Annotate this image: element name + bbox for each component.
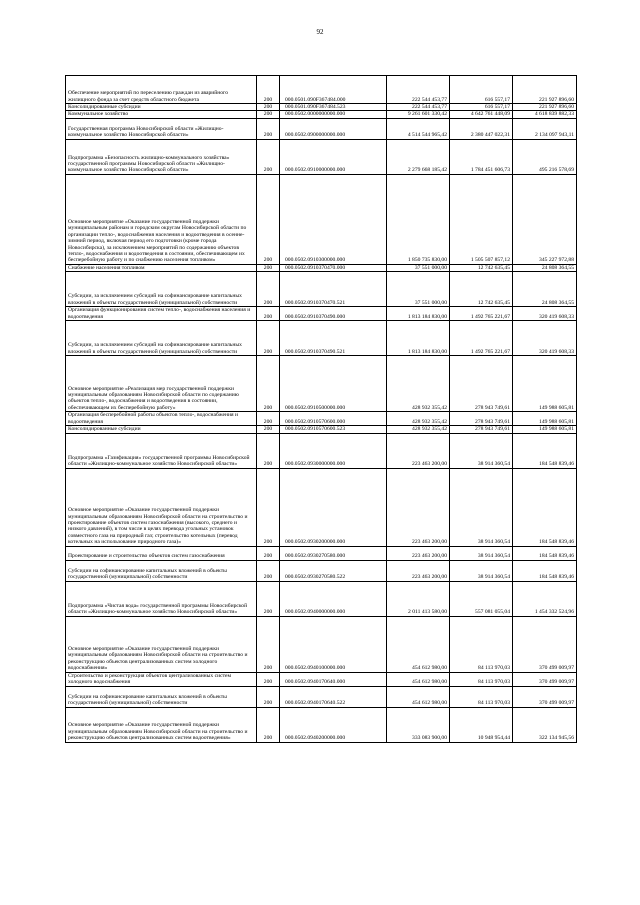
row-executed-amount: 84 113 970,03	[450, 686, 513, 707]
row-name: Основное мероприятие «Оказание государственной поддержки муниципальным образованиям Новосибирской области на строительство и реконструкцию объектов централизованных систем водоотведения»	[66, 707, 257, 742]
row-classification-code: 000.0502.0910370490.521	[280, 321, 387, 356]
row-executed-amount: 84 113 970,03	[450, 616, 513, 672]
row-section-code: 200	[257, 546, 280, 560]
row-remaining-amount: 322 134 945,56	[513, 707, 577, 742]
row-classification-code: 000.0502.0930200000.000	[280, 468, 387, 546]
row-classification-code: 000.0502.0930000000.000	[280, 433, 387, 468]
row-section-code: 200	[257, 76, 280, 104]
row-remaining-amount: 221 927 896,60	[513, 104, 577, 111]
row-classification-code: 000.0501.090F367484.523	[280, 104, 387, 111]
row-approved-amount: 428 932 355,42	[387, 412, 450, 426]
row-approved-amount: 454 612 980,00	[387, 672, 450, 686]
row-name: Основное мероприятие «Оказание государственной поддержки муниципальным образованиям Новосибирской области на строительство и реконструкцию объектов централизованных систем холодного водоснабжения»	[66, 616, 257, 672]
row-section-code: 200	[257, 672, 280, 686]
row-classification-code: 000.0502.0900000000.000	[280, 118, 387, 139]
row-name: Субсидии на софинансирование капитальных вложений в объекты государственной (муниципальной) собственности	[66, 686, 257, 707]
table-row	[66, 272, 577, 307]
row-executed-amount: 38 914 360,54	[450, 546, 513, 560]
row-remaining-amount: 149 988 605,81	[513, 426, 577, 433]
row-approved-amount: 2 011 413 580,00	[387, 581, 450, 616]
row-classification-code: 000.0502.0940170640.522	[280, 686, 387, 707]
page-number: 92	[316, 28, 324, 36]
table-row	[66, 104, 577, 111]
table-row	[66, 546, 577, 560]
row-section-code: 200	[257, 174, 280, 264]
row-name: Основное мероприятие «Оказание государственной поддержки муниципальным образованиям Новосибирской области на строительство и проектирование объектов систем газоснабжения (высокого, среднего и низкого давлений), в том числе в целях перевода угольных установок совместного газа на природный газ; строительство котельных (перевод котельных на использование природного газа)»	[66, 468, 257, 546]
row-approved-amount: 1 813 184 830,00	[387, 321, 450, 356]
row-remaining-amount: 370 499 009,97	[513, 672, 577, 686]
row-remaining-amount: 345 227 972,88	[513, 174, 577, 264]
table-row	[66, 707, 577, 742]
row-approved-amount: 37 551 000,00	[387, 272, 450, 307]
row-classification-code: 000.0502.0940170640.000	[280, 672, 387, 686]
row-approved-amount: 428 932 355,42	[387, 426, 450, 433]
row-section-code: 200	[257, 272, 280, 307]
row-remaining-amount: 370 499 009,97	[513, 686, 577, 707]
row-classification-code: 000.0502.0910370470.521	[280, 272, 387, 307]
row-approved-amount: 223 463 200,00	[387, 560, 450, 581]
row-classification-code: 000.0502.0930270580.000	[280, 546, 387, 560]
row-approved-amount: 2 279 668 185,42	[387, 139, 450, 174]
row-executed-amount: 38 914 360,54	[450, 560, 513, 581]
row-remaining-amount: 149 988 605,81	[513, 356, 577, 412]
table-row	[66, 412, 577, 426]
row-section-code: 200	[257, 412, 280, 426]
row-name: Организация бесперебойной работы объектов тепло-, водоснабжения и водоотведения	[66, 412, 257, 426]
row-section-code: 200	[257, 104, 280, 111]
row-executed-amount: 1 784 451 606,73	[450, 139, 513, 174]
row-name: Основное мероприятие «Реализация мер государственной поддержки муниципальным образованиям Новосибирской области по содержанию объектов тепло-, водоснабжения и водоотведения в состоянии, обеспечивающем их бесперебойную работу»	[66, 356, 257, 412]
row-remaining-amount: 320 419 608,33	[513, 321, 577, 356]
row-section-code: 200	[257, 581, 280, 616]
row-approved-amount: 4 514 544 965,42	[387, 118, 450, 139]
row-remaining-amount: 184 548 839,46	[513, 546, 577, 560]
row-executed-amount: 616 557,17	[450, 104, 513, 111]
row-section-code: 200	[257, 321, 280, 356]
row-name: Обеспечение мероприятий по переселению граждан из аварийного жилищного фонда за счет средств областного бюджета	[66, 76, 257, 104]
table-row	[66, 468, 577, 546]
row-executed-amount: 278 943 749,61	[450, 412, 513, 426]
table-row	[66, 264, 577, 271]
row-approved-amount: 333 083 900,00	[387, 707, 450, 742]
row-remaining-amount: 184 548 839,46	[513, 433, 577, 468]
row-section-code: 200	[257, 111, 280, 118]
table-row	[66, 686, 577, 707]
row-remaining-amount: 1 454 332 524,96	[513, 581, 577, 616]
row-section-code: 200	[257, 307, 280, 321]
row-executed-amount: 278 943 749,61	[450, 356, 513, 412]
row-remaining-amount: 221 927 896,60	[513, 76, 577, 104]
row-approved-amount: 454 612 980,00	[387, 686, 450, 707]
row-approved-amount: 1 813 184 830,00	[387, 307, 450, 321]
row-classification-code: 000.0502.0910370490.000	[280, 307, 387, 321]
row-executed-amount: 4 642 761 448,09	[450, 111, 513, 118]
row-classification-code: 000.0502.0940200000.000	[280, 707, 387, 742]
row-approved-amount: 1 850 735 830,00	[387, 174, 450, 264]
budget-execution-table	[65, 75, 577, 743]
row-section-code: 200	[257, 707, 280, 742]
row-name: Строительство и реконструкция объектов централизованных систем холодного водоснабжения	[66, 672, 257, 686]
row-remaining-amount: 184 548 839,46	[513, 560, 577, 581]
row-section-code: 200	[257, 616, 280, 672]
row-name: Проектирование и строительство объектов систем газоснабжения	[66, 546, 257, 560]
row-remaining-amount: 4 618 839 882,33	[513, 111, 577, 118]
row-remaining-amount: 2 134 097 943,11	[513, 118, 577, 139]
row-executed-amount: 12 742 635,45	[450, 272, 513, 307]
row-name: Снабжение населения топливом	[66, 264, 257, 271]
row-name: Подпрограмма «Чистая вода» государственной программы Новосибирской области «Жилищно-коммунальное хозяйство Новосибирской области»	[66, 581, 257, 616]
row-section-code: 200	[257, 264, 280, 271]
row-name: Коммунальное хозяйство	[66, 111, 257, 118]
table-row	[66, 616, 577, 672]
table-row	[66, 356, 577, 412]
table-row	[66, 426, 577, 433]
row-section-code: 200	[257, 118, 280, 139]
row-classification-code: 000.0502.0910300000.000	[280, 174, 387, 264]
row-classification-code: 000.0502.0910000000.000	[280, 139, 387, 174]
row-name: Субсидии, за исключением субсидий на софинансирование капитальных вложений в объекты государственной (муниципальной) собственности	[66, 272, 257, 307]
table-row	[66, 560, 577, 581]
row-section-code: 200	[257, 560, 280, 581]
row-executed-amount: 278 943 749,61	[450, 426, 513, 433]
row-classification-code: 000.0502.0000000000.000	[280, 111, 387, 118]
row-section-code: 200	[257, 468, 280, 546]
row-approved-amount: 223 463 200,00	[387, 468, 450, 546]
row-remaining-amount: 495 216 578,69	[513, 139, 577, 174]
row-executed-amount: 1 492 765 221,67	[450, 321, 513, 356]
row-name: Субсидии, за исключением субсидий на софинансирование капитальных вложений в объекты государственной (муниципальной) собственности	[66, 321, 257, 356]
row-classification-code: 000.0502.0910370470.000	[280, 264, 387, 271]
row-name: Консолидированные субсидии	[66, 426, 257, 433]
row-approved-amount: 9 261 601 330,42	[387, 111, 450, 118]
row-section-code: 200	[257, 433, 280, 468]
row-approved-amount: 223 463 200,00	[387, 546, 450, 560]
table-row	[66, 139, 577, 174]
row-classification-code: 000.0501.090F367484.000	[280, 76, 387, 104]
row-name: Подпрограмма «Безопасность жилищно-коммунального хозяйства» государственной программы Новосибирской области «Жилищно-коммунальное хозяйство Новосибирской области»	[66, 139, 257, 174]
table-row	[66, 433, 577, 468]
row-executed-amount: 12 742 635,45	[450, 264, 513, 271]
row-classification-code: 000.0502.0930270580.522	[280, 560, 387, 581]
table-row	[66, 174, 577, 264]
row-classification-code: 000.0502.0910500000.000	[280, 356, 387, 412]
row-name: Подпрограмма «Газификация» государственной программы Новосибирской области «Жилищно-коммунальное хозяйство Новосибирской области»	[66, 433, 257, 468]
row-classification-code: 000.0502.0910570600.523	[280, 426, 387, 433]
row-remaining-amount: 149 988 605,81	[513, 412, 577, 426]
row-approved-amount: 223 463 200,00	[387, 433, 450, 468]
row-section-code: 200	[257, 426, 280, 433]
row-name: Субсидии на софинансирование капитальных вложений в объекты государственной (муниципальной) собственности	[66, 560, 257, 581]
row-approved-amount: 37 551 000,00	[387, 264, 450, 271]
table-row	[66, 118, 577, 139]
row-name: Консолидированные субсидии	[66, 104, 257, 111]
row-section-code: 200	[257, 356, 280, 412]
row-executed-amount: 38 914 360,54	[450, 468, 513, 546]
row-executed-amount: 557 081 055,04	[450, 581, 513, 616]
row-executed-amount: 1 505 507 857,12	[450, 174, 513, 264]
row-executed-amount: 84 113 970,03	[450, 672, 513, 686]
row-name: Организация функционирования систем тепло-, водоснабжения населения и водоотведения	[66, 307, 257, 321]
table-body	[66, 76, 577, 743]
row-classification-code: 000.0502.0910570600.000	[280, 412, 387, 426]
row-classification-code: 000.0502.0940000000.000	[280, 581, 387, 616]
table-row	[66, 672, 577, 686]
row-section-code: 200	[257, 139, 280, 174]
row-remaining-amount: 370 499 009,97	[513, 616, 577, 672]
row-remaining-amount: 24 808 364,55	[513, 264, 577, 271]
row-executed-amount: 10 948 954,44	[450, 707, 513, 742]
row-executed-amount: 616 557,17	[450, 76, 513, 104]
row-approved-amount: 222 544 453,77	[387, 76, 450, 104]
row-approved-amount: 454 612 980,00	[387, 616, 450, 672]
row-approved-amount: 428 932 355,42	[387, 356, 450, 412]
row-approved-amount: 222 544 453,77	[387, 104, 450, 111]
table-row	[66, 76, 577, 104]
table-row	[66, 111, 577, 118]
row-executed-amount: 1 492 765 221,67	[450, 307, 513, 321]
row-remaining-amount: 184 548 839,46	[513, 468, 577, 546]
table-row	[66, 307, 577, 321]
row-classification-code: 000.0502.0940100000.000	[280, 616, 387, 672]
table-row	[66, 581, 577, 616]
row-executed-amount: 38 914 360,54	[450, 433, 513, 468]
table-row	[66, 321, 577, 356]
row-name: Государственная программа Новосибирской области «Жилищно-коммунальное хозяйство Новосибирской области»	[66, 118, 257, 139]
row-section-code: 200	[257, 686, 280, 707]
row-name: Основное мероприятие «Оказание государственной поддержки муниципальным районам и городским округам Новосибирской области по организации тепло-, водоснабжения населения и водоотведения в осенне-зимний период, включая период его подготовки (кроме города Новосибирска), за исключением мероприятий по содержанию объектов тепло-, водоснабжения и водоотведения в состоянии, обеспечивающем их бесперебойную работу и по снабжению населения топливом»	[66, 174, 257, 264]
row-remaining-amount: 24 808 364,55	[513, 272, 577, 307]
row-executed-amount: 2 380 447 022,31	[450, 118, 513, 139]
row-remaining-amount: 320 419 608,33	[513, 307, 577, 321]
